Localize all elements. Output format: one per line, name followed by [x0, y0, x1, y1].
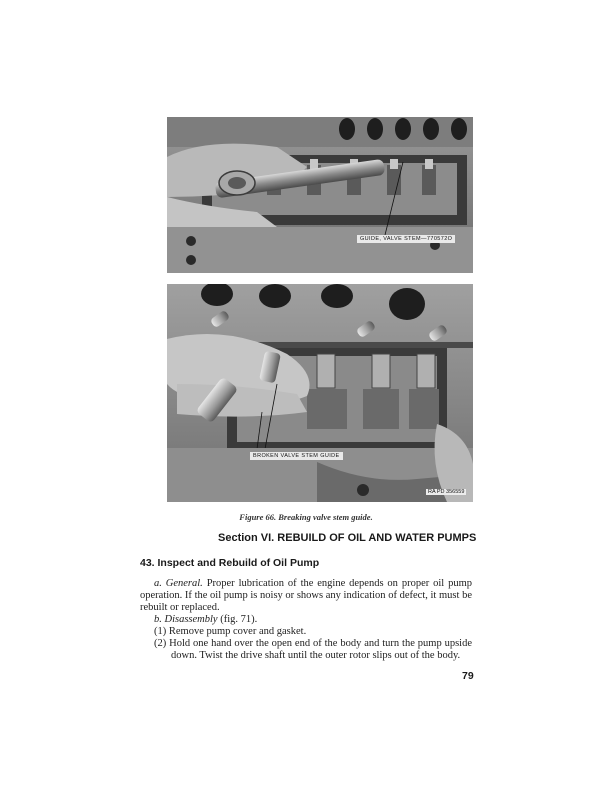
broken-guide-photo — [167, 284, 473, 502]
disassembly-label: b. Disassembly — [154, 614, 218, 625]
disassembly-ref: (fig. 71). — [220, 614, 258, 625]
paragraph-heading: 43. Inspect and Rebuild of Oil Pump — [140, 557, 320, 569]
page-number: 79 — [462, 670, 474, 682]
general-paragraph — [140, 578, 472, 614]
engine-block-illustration-bottom — [167, 284, 473, 502]
disassembly-paragraph — [140, 614, 472, 626]
step-item: (1) Remove pump cover and gasket. — [154, 626, 307, 637]
broken-guide-callout: BROKEN VALVE STEM GUIDE — [250, 452, 343, 460]
engine-block-illustration-top — [167, 117, 473, 273]
valve-stem-guide-callout: GUIDE, VALVE STEM—770572O — [357, 235, 455, 243]
section-title: Section VI. REBUILD OF OIL AND WATER PUMPS — [218, 532, 477, 544]
valve-stem-guide-photo — [167, 117, 473, 273]
general-label: a. General. — [154, 578, 203, 589]
photo-reference-number: RA PD 356559 — [428, 489, 465, 495]
general-text: Proper lubrication of the engine depends on proper oil pump operation. If the oil pump is noisy or shows any indication of defect, it must be rebuilt or replaced. — [140, 578, 472, 613]
figure-caption: Figure 66. Breaking valve stem guide. — [239, 512, 373, 522]
step-item: (2) Hold one hand over the open end of the body and turn the pump upside down. Twist the drive shaft until the outer rotor slips out of the body. — [154, 638, 472, 661]
